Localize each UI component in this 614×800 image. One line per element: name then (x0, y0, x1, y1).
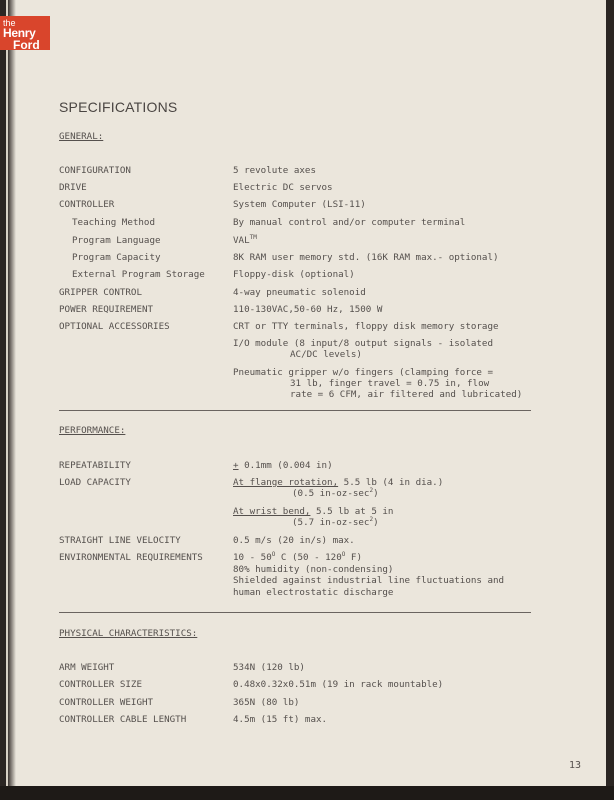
squared-sup: 2 (369, 516, 374, 523)
flange-inertia: (0.5 in-oz-sec (292, 488, 370, 499)
section-divider (59, 410, 531, 411)
load-wrist-line2 (292, 517, 379, 528)
logo-line-ford: Ford (13, 38, 40, 52)
load-flange-line (233, 477, 443, 488)
spec-value: 0.5 m/s (20 in/s) max. (233, 535, 355, 546)
henry-ford-logo (0, 16, 50, 50)
spec-label: POWER REQUIREMENT (59, 304, 154, 315)
spec-label: ENVIRONMENTAL REQUIREMENTS (59, 552, 203, 563)
spec-label: CONFIGURATION (59, 165, 131, 176)
spec-label: CONTROLLER (59, 199, 115, 210)
spec-value: Electric DC servos (233, 182, 333, 193)
spec-sublabel: Teaching Method (72, 217, 155, 228)
wrist-inertia: (5.7 in-oz-sec (292, 517, 370, 528)
env-line: 80% humidity (non-condensing) (233, 564, 394, 575)
spec-label: ARM WEIGHT (59, 662, 115, 673)
env-temperature (233, 552, 362, 563)
env-line: human electrostatic discharge (233, 587, 394, 598)
general-heading: GENERAL: (59, 131, 104, 142)
page-bottom-shadow (0, 786, 614, 800)
gripper-line: 31 lb, finger travel = 0.75 in, flow (290, 378, 490, 389)
spec-value: 5 revolute axes (233, 165, 316, 176)
spec-value-val (233, 235, 257, 246)
plus-minus-sign: + (233, 460, 239, 471)
spec-label: CONTROLLER WEIGHT (59, 697, 154, 708)
spec-label: OPTIONAL ACCESSORIES (59, 321, 170, 332)
spec-sublabel: Program Language (72, 235, 161, 246)
spec-value: 365N (80 lb) (233, 697, 300, 708)
spec-label: CONTROLLER CABLE LENGTH (59, 714, 187, 725)
spec-label: STRAIGHT LINE VELOCITY (59, 535, 181, 546)
spec-value: 8K RAM user memory std. (16K RAM max.- optional) (233, 252, 499, 263)
io-module-line: I/O module (8 input/8 output signals - isolated (233, 338, 493, 349)
load-flange-line2 (292, 488, 379, 499)
degree-sup: O (341, 551, 346, 558)
spec-value: CRT or TTY terminals, floppy disk memory storage (233, 321, 499, 332)
spec-value: 110-130VAC,50-60 Hz, 1500 W (233, 304, 383, 315)
spec-value: 534N (120 lb) (233, 662, 305, 673)
env-line: Shielded against industrial line fluctuations and (233, 575, 505, 586)
val-text: VAL (233, 235, 250, 246)
page-gutter-shadow (8, 0, 16, 786)
spec-label: REPEATABILITY (59, 460, 131, 471)
degree-sup: O (271, 551, 276, 558)
spec-value: By manual control and/or computer terminal (233, 217, 466, 228)
repeatability-value: 0.1mm (0.004 in) (244, 460, 333, 471)
logo-line-henry: Henry (3, 26, 36, 40)
spec-value: 0.48x0.32x0.51m (19 in rack mountable) (233, 679, 444, 690)
spec-value: 4.5m (15 ft) max. (233, 714, 328, 725)
squared-sup: 2 (369, 487, 374, 494)
temp-f: C (50 - 120 (275, 552, 342, 563)
spec-sublabel: Program Capacity (72, 252, 161, 263)
spec-label: LOAD CAPACITY (59, 477, 131, 488)
page-title: SPECIFICATIONS (59, 99, 178, 115)
trademark-sup: TM (249, 234, 257, 241)
spec-label: CONTROLLER SIZE (59, 679, 142, 690)
gripper-line: rate = 6 CFM, air filtered and lubricated) (290, 389, 523, 400)
page-number: 13 (569, 760, 582, 771)
spec-value: 4-way pneumatic solenoid (233, 287, 366, 298)
gripper-line: Pneumatic gripper w/o fingers (clamping force = (233, 367, 493, 378)
io-module-line: AC/DC levels) (290, 349, 362, 360)
spec-value (233, 460, 333, 471)
spec-label: GRIPPER CONTROL (59, 287, 142, 298)
spec-value: System Computer (LSI-11) (233, 199, 366, 210)
close-paren: ) (373, 517, 379, 528)
performance-heading: PERFORMANCE: (59, 425, 126, 436)
section-divider (59, 612, 531, 613)
spec-label: DRIVE (59, 182, 87, 193)
wrist-value: 5.5 lb at 5 in (316, 506, 394, 517)
flange-label: At flange rotation, (233, 477, 339, 488)
physical-heading: PHYSICAL CHARACTERISTICS: (59, 628, 198, 639)
logo-line-the: the (3, 18, 16, 28)
wrist-label: At wrist bend, (233, 506, 311, 517)
temp-close: F) (345, 552, 362, 563)
spec-sublabel: External Program Storage (72, 269, 205, 280)
temp-c: 10 - 50 (233, 552, 272, 563)
spec-value: Floppy-disk (optional) (233, 269, 355, 280)
flange-value: 5.5 lb (4 in dia.) (343, 477, 444, 488)
close-paren: ) (373, 488, 379, 499)
